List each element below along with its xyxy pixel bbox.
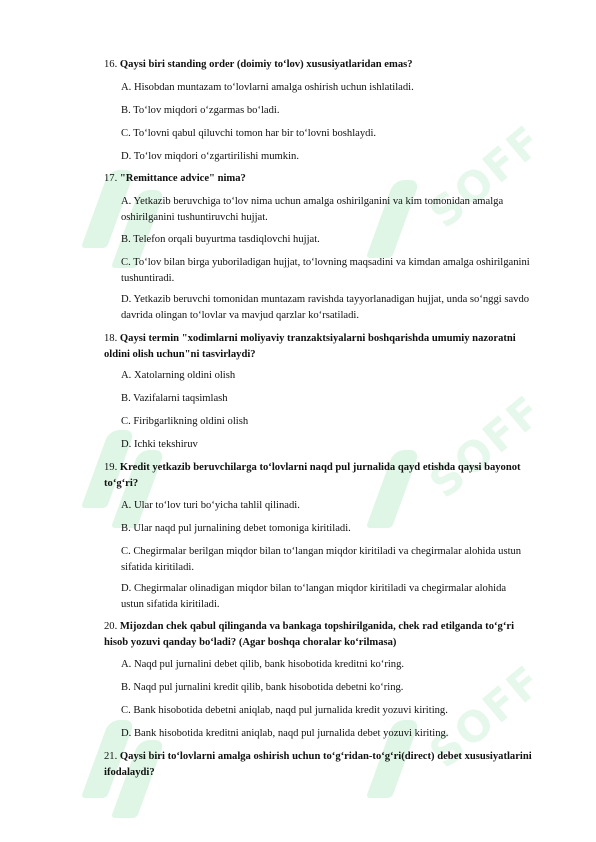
question-text: Qaysi termin "xodimlarni moliyaviy tranzaktsiyalarni boshqarishda umumiy nazoratni oldini olish uchun"ni tasvirlaydi? xyxy=(104,333,516,360)
option: A. Naqd pul jurnalini debet qilib, bank hisobotida kreditni ko‘ring. xyxy=(121,659,405,670)
question-18 xyxy=(104,331,534,362)
option: A. Ular to‘lov turi bo‘yicha tahlil qilinadi. xyxy=(121,500,300,511)
question-20 xyxy=(104,619,534,650)
watermark-text: SOFF xyxy=(420,115,553,238)
question-number: 21. xyxy=(104,751,118,762)
question-number: 17. xyxy=(104,173,118,184)
option: B. Telefon orqali buyurtma tasdiqlovchi hujjat. xyxy=(121,234,320,245)
watermark-text: SOFF xyxy=(420,385,553,508)
option: D. Bank hisobotida kreditni aniqlab, naqd pul jurnalida debet yozuvi kiriting. xyxy=(121,728,449,739)
option: D. Yetkazib beruvchi tomonidan muntazam ravishda tayyorlanadigan hujjat, unda so‘nggi savdo davrida olingan to‘lovlar va mavjud qarzlar ko‘rsatiladi. xyxy=(121,294,530,321)
question-text: Mijozdan chek qabul qilinganda va bankaga topshirilganida, chek rad etilganda to‘g‘ri hisob yozuvi qanday bo‘ladi? (Agar boshqa choralar ko‘rilmasa) xyxy=(104,621,515,648)
question-17 xyxy=(104,171,544,187)
question-19 xyxy=(104,460,534,491)
option: A. Xatolarning oldini olish xyxy=(121,370,236,381)
question-number: 20. xyxy=(104,621,118,632)
question-text: Kredit yetkazib beruvchilarga to‘lovlarni naqd pul jurnalida qayd etishda qaysi bayonot to‘g‘ri? xyxy=(104,462,521,489)
question-text: Qaysi biri standing order (doimiy to‘lov) xususiyatlaridan emas? xyxy=(119,59,413,70)
option: C. Bank hisobotida debetni aniqlab, naqd pul jurnalida kredit yozuvi kiriting. xyxy=(121,705,448,716)
option: A. Hisobdan muntazam to‘lovlarni amalga oshirish uchun ishlatiladi. xyxy=(121,82,414,93)
question-number: 19. xyxy=(104,462,118,473)
question-21 xyxy=(104,749,534,780)
question-number: 18. xyxy=(104,333,118,344)
watermark-text: SOFF xyxy=(420,655,553,778)
option: D. To‘lov miqdori o‘zgartirilishi mumkin. xyxy=(121,151,299,162)
option: D. Chegirmalar olinadigan miqdor bilan to‘langan miqdor kiritiladi va chegirmalar alohida ustun sifatida kiritiladi. xyxy=(121,583,507,610)
option: B. Ular naqd pul jurnalining debet tomoniga kiritiladi. xyxy=(121,523,351,534)
option: C. Chegirmalar berilgan miqdor bilan to‘langan miqdor kiritiladi va chegirmalar alohida ustun sifatida kiritiladi. xyxy=(121,546,522,573)
option: A. Yetkazib beruvchiga to‘lov nima uchun amalga oshirilganini va kim tomonidan amalga oshirilganini tushuntiruvchi hujjat. xyxy=(121,196,504,223)
option: C. To‘lov bilan birga yuboriladigan hujjat, to‘lovning maqsadini va kimdan amalga oshirilganini tushuntiradi. xyxy=(121,257,530,284)
question-text: Qaysi biri to‘lovlarni amalga oshirish uchun to‘g‘ridan-to‘g‘ri(direct) debet xususiyatlarini ifodalaydi? xyxy=(104,751,532,778)
option: C. Firibgarlikning oldini olish xyxy=(121,416,249,427)
question-text: "Remittance advice" nima? xyxy=(119,173,246,184)
option: B. To‘lov miqdori o‘zgarmas bo‘ladi. xyxy=(121,105,280,116)
option: B. Vazifalarni taqsimlash xyxy=(121,393,228,404)
question-number: 16. xyxy=(104,59,118,70)
option: D. Ichki tekshiruv xyxy=(121,439,198,450)
option: B. Naqd pul jurnalini kredit qilib, bank hisobotida debetni ko‘ring. xyxy=(121,682,404,693)
question-16 xyxy=(104,57,544,73)
option: C. To‘lovni qabul qiluvchi tomon har bir to‘lovni boshlaydi. xyxy=(121,128,377,139)
